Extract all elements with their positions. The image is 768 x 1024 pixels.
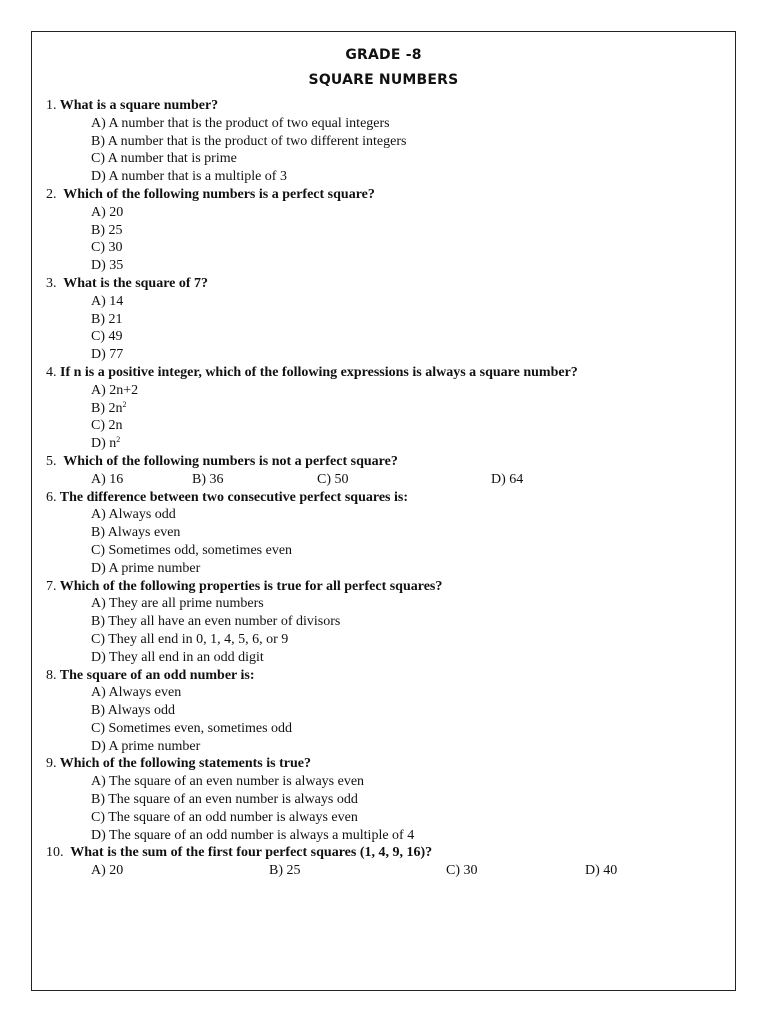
option-d: D) They all end in an odd digit	[91, 649, 264, 665]
option-a: A) Always odd	[91, 507, 176, 523]
question-stem: 8. The square of an odd number is:	[46, 667, 255, 683]
option-b: B) Always even	[91, 525, 181, 541]
option-d: D) The square of an odd number is always a multiple of 4	[91, 827, 415, 843]
question-4	[46, 364, 725, 453]
option-d: D) 64	[491, 471, 524, 487]
option-row	[46, 471, 725, 489]
option-c: C) The square of an odd number is always even	[91, 809, 358, 825]
option-b: B) $2n^2$	[91, 399, 127, 416]
option-b: B) The square of an even number is always odd	[91, 792, 358, 808]
option-d: D) 35	[91, 258, 124, 274]
option-d: D) A prime number	[91, 738, 201, 754]
question-stem: 5. Which of the following numbers is not a perfect square?	[46, 453, 398, 469]
option-c: C) A number that is prime	[91, 151, 237, 167]
option-c: C) 50	[317, 471, 349, 487]
question-stem: 4. If n is a positive integer, which of the following expressions is always a square number?	[46, 364, 578, 380]
option-a: A) 20	[91, 863, 124, 879]
question-stem: 10. What is the sum of the first four perfect squares (1, 4, 9, 16)?	[46, 845, 433, 861]
option-d: D) 40	[585, 863, 618, 879]
option-c: C) 30	[446, 863, 478, 879]
option-a: A) 16	[91, 471, 124, 487]
question-list	[46, 97, 725, 880]
question-6	[46, 489, 725, 578]
option-a: A) They are all prime numbers	[91, 596, 264, 612]
option-d: D) $n^2$	[91, 435, 121, 452]
question-9	[46, 755, 725, 844]
option-c: C) 49	[91, 329, 123, 345]
question-8	[46, 667, 725, 756]
option-a: A) A number that is the product of two equal integers	[91, 115, 390, 131]
option-d: D) A prime number	[91, 560, 201, 576]
question-1	[46, 97, 725, 186]
option-a: A) Always even	[91, 685, 182, 701]
option-a: A) 14	[91, 293, 124, 309]
question-3	[46, 275, 725, 364]
question-stem: 1. What is a square number?	[46, 98, 219, 113]
option-c: C) Sometimes even, sometimes odd	[91, 720, 293, 736]
question-5	[46, 453, 725, 489]
option-b: B) 21	[91, 311, 123, 327]
option-b: B) 25	[91, 222, 123, 238]
option-a: A) 20	[91, 204, 124, 220]
question-2	[46, 186, 725, 275]
option-a: A) The square of an even number is always even	[91, 774, 365, 790]
question-stem: 9. Which of the following statements is true?	[46, 756, 311, 772]
option-c: C) Sometimes odd, sometimes even	[91, 542, 293, 558]
option-c: C) 2n	[91, 418, 123, 434]
worksheet-topic-title: SQUARE NUMBERS	[308, 72, 459, 88]
worksheet-grade-title: GRADE -8	[345, 47, 422, 63]
question-stem: 6. The difference between two consecutive perfect squares is:	[46, 489, 408, 505]
question-stem: 2. Which of the following numbers is a perfect square?	[46, 186, 375, 202]
option-d: D) A number that is a multiple of 3	[91, 169, 287, 185]
option-b: B) Always odd	[91, 703, 175, 719]
question-7	[46, 578, 725, 667]
option-b: B) 25	[269, 863, 301, 879]
option-d: D) 77	[91, 347, 124, 363]
question-stem: 3. What is the square of 7?	[46, 275, 209, 291]
question-stem: 7. Which of the following properties is true for all perfect squares?	[46, 578, 443, 594]
option-a: A) 2n+2	[91, 382, 139, 398]
option-b: B) 36	[192, 471, 224, 487]
worksheet-page	[31, 31, 736, 991]
option-c: C) They all end in 0, 1, 4, 5, 6, or 9	[91, 631, 289, 647]
option-b: B) A number that is the product of two different integers	[91, 133, 407, 149]
option-b: B) They all have an even number of divisors	[91, 614, 341, 630]
question-10	[46, 844, 725, 880]
option-c: C) 30	[91, 240, 123, 256]
option-row	[46, 862, 725, 880]
